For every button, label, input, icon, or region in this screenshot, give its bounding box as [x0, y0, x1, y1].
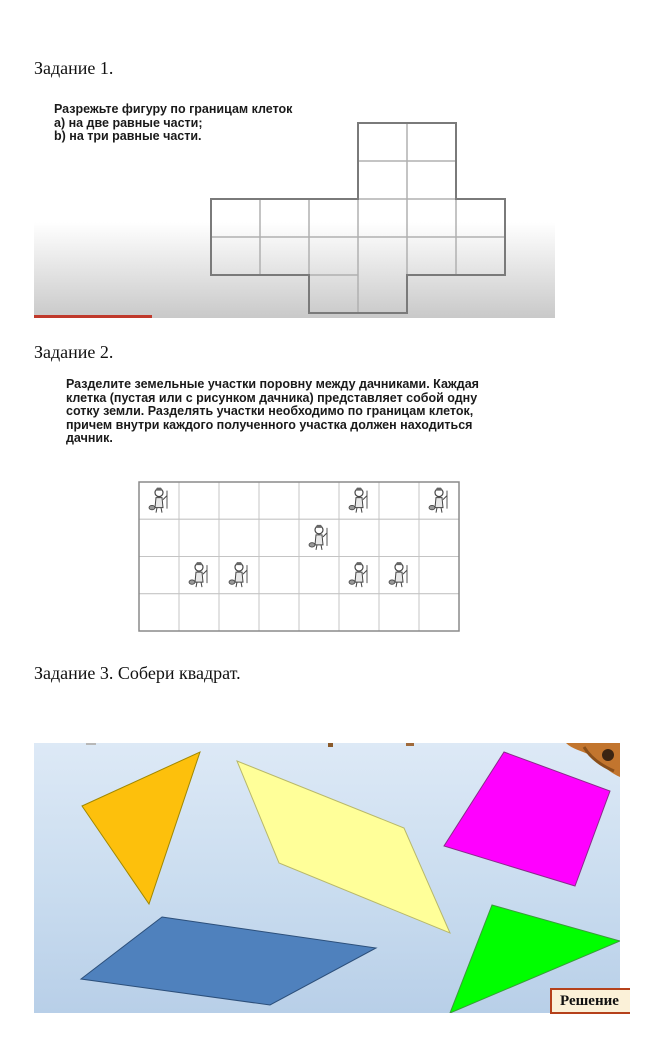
task1-line: b) на три равные части.	[54, 129, 202, 143]
plot-cell	[259, 519, 299, 556]
plot-cell	[179, 482, 219, 519]
plot-cell	[419, 557, 459, 594]
tangram-panel	[34, 743, 620, 1013]
plot-cell	[419, 519, 459, 556]
task2-line: сотку земли. Разделять участки необходимо по границам клеток,	[66, 404, 474, 418]
task1-line: Разрежьте фигуру по границам клеток	[54, 102, 293, 116]
plot-cell	[379, 519, 419, 556]
plot-cell	[299, 594, 339, 631]
task2-line: причем внутри каждого полученного участка должен находиться	[66, 417, 473, 432]
plot-cell	[419, 594, 459, 631]
cross-figure	[34, 100, 555, 318]
orange-triangle	[82, 752, 200, 904]
task1-panel	[34, 100, 555, 318]
tangram-svg	[34, 743, 620, 1013]
plot-cell	[259, 482, 299, 519]
plot-cell	[379, 482, 419, 519]
magenta-square	[444, 752, 610, 886]
red-underline	[34, 315, 152, 318]
plot-cell	[339, 519, 379, 556]
plot-cell	[179, 519, 219, 556]
task2-instructions	[66, 378, 586, 446]
task2-line: клетка (пустая или с рисунком дачника) представляет собой одну	[66, 390, 478, 405]
plot-cell	[339, 594, 379, 631]
plot-cell	[139, 557, 179, 594]
task1-line: а) на две равные части;	[54, 115, 203, 130]
task2-line: дачник.	[66, 431, 113, 445]
task3-heading: Задание 3. Собери квадрат.	[34, 663, 241, 683]
yellow-parallelogram	[237, 761, 450, 933]
plot-cell	[139, 519, 179, 556]
plot-cell	[219, 594, 259, 631]
plot-cell	[219, 519, 259, 556]
plot-cell	[179, 594, 219, 631]
blue-parallelogram	[81, 917, 376, 1005]
plot-cell	[259, 557, 299, 594]
plot-cell	[219, 482, 259, 519]
plot-cell	[379, 594, 419, 631]
plot-cell	[299, 557, 339, 594]
task1-heading: Задание 1.	[34, 58, 114, 78]
task2-heading: Задание 2.	[34, 342, 114, 362]
task2-line: Разделите земельные участки поровну между дачниками. Каждая	[66, 377, 479, 391]
plot-cell	[299, 482, 339, 519]
plot-cell	[259, 594, 299, 631]
plot-cell	[139, 594, 179, 631]
land-plots-grid	[138, 481, 460, 632]
top-specks	[86, 743, 414, 747]
fox-character-icon	[566, 743, 620, 777]
solution-button[interactable]: Решение	[550, 988, 630, 1014]
